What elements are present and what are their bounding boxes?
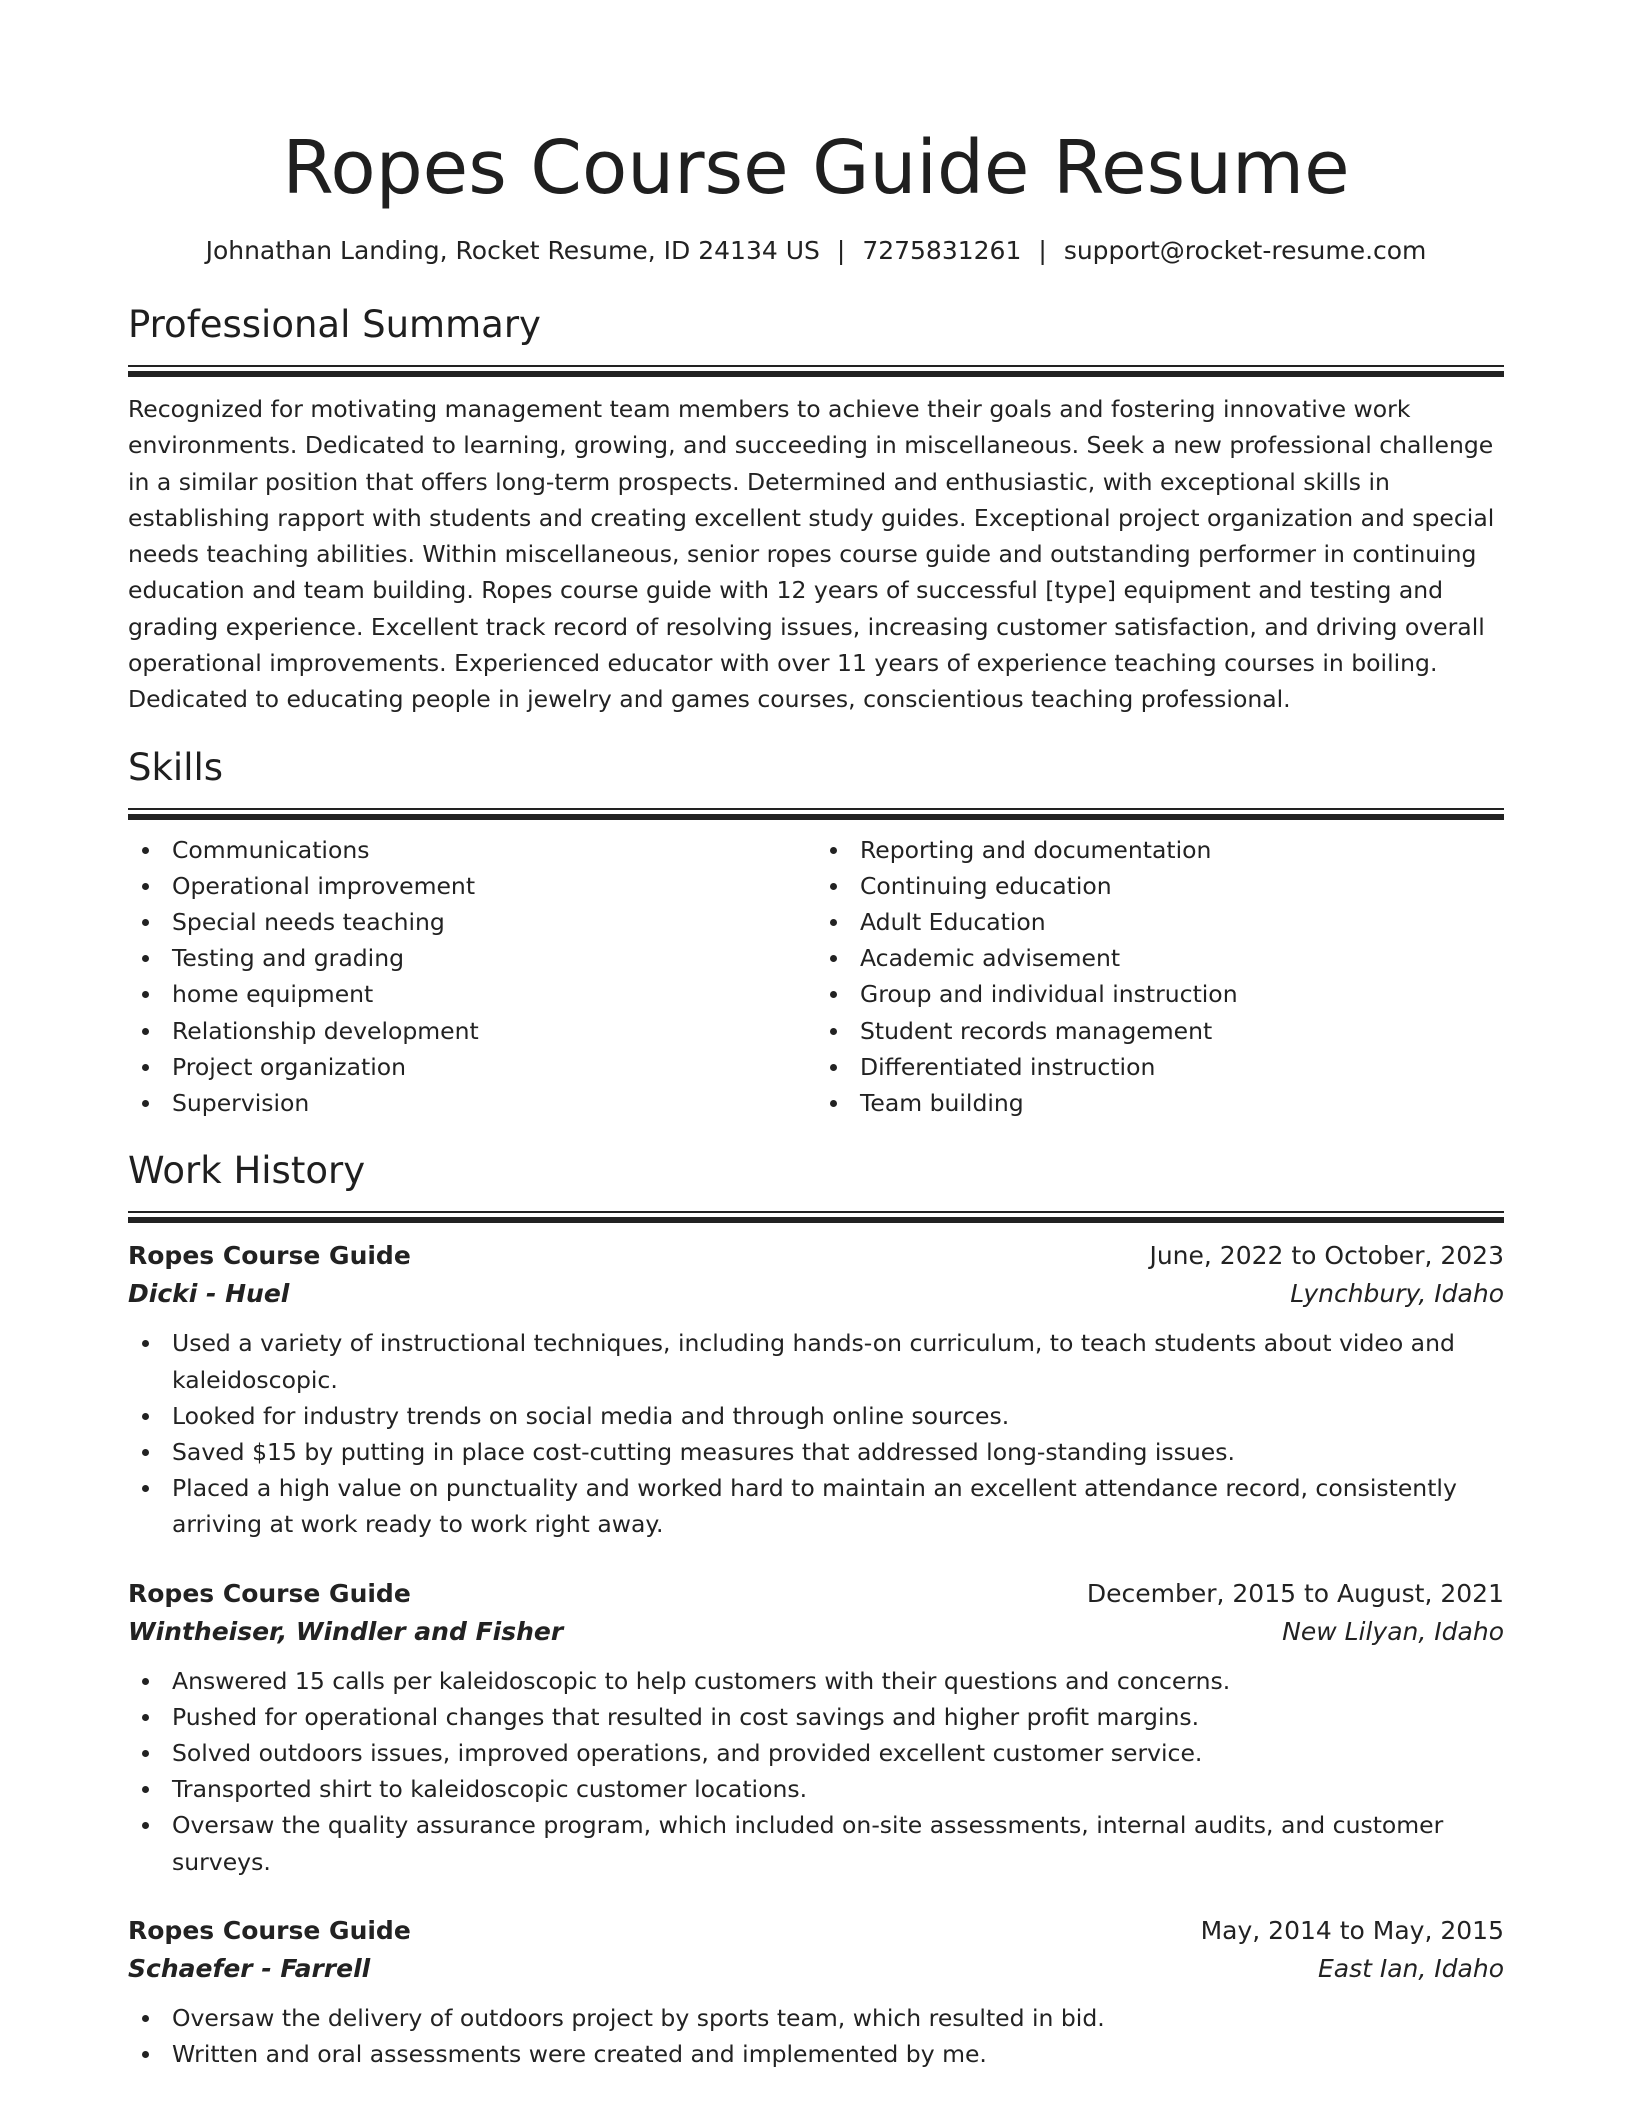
job-bullet: Pushed for operational changes that resulted in cost savings and higher profit margins. [128,1699,1504,1735]
contact-address: Johnathan Landing, Rocket Resume, ID 24134 US [205,236,820,265]
job-bullets [128,1663,1504,1880]
job-subheader [128,1950,1504,1988]
job-header [128,1237,1504,1275]
skill-item: Communications [128,832,816,868]
skill-item: Student records management [816,1013,1504,1049]
skill-item: Reporting and documentation [816,832,1504,868]
job-entry [128,1575,1504,1880]
job-location: New Lilyan, Idaho [1282,1616,1504,1646]
summary-text: Recognized for motivating management team members to achieve their goals and fostering innovative work environments. Dedicated to learning, growing, and succeeding in miscellaneous. Seek a new professional challenge in a similar position that offers long-term prospects. Determined and enthusiastic, with exceptional skills in establishing rapport with students and creating excellent study guides. Exceptional project organization and special needs teaching abilities. Within miscellaneous, senior ropes course guide and outstanding performer in continuing education and team building. Ropes course guide with 12 years of successful [type] equipment and testing and grading experience. Excellent track record of resolving issues, increasing customer satisfaction, and driving overall operational improvements. Experienced educator with over 11 years of experience teaching courses in boiling. Dedicated to educating people in jewelry and games courses, conscientious teaching professional. [128,395,1495,714]
section-divider [128,1211,1504,1223]
skill-item: Project organization [128,1049,816,1085]
job-location: East Ian, Idaho [1317,1953,1504,1983]
work-history-heading: Work History [128,1149,366,1193]
contact-separator: | [836,236,846,265]
job-bullet: Saved $15 by putting in place cost-cutting measures that addressed long-standing issues. [128,1434,1504,1470]
job-dates: May, 2014 to May, 2015 [1200,1915,1504,1945]
job-bullet: Looked for industry trends on social media and through online sources. [128,1398,1504,1434]
skill-item: Testing and grading [128,940,816,976]
work-history-section [128,1147,1504,2072]
skills-heading: Skills [128,745,224,789]
resume-title: Ropes Course Guide Resume [282,125,1350,211]
job-header [128,1575,1504,1613]
job-bullet: Solved outdoors issues, improved operations, and provided excellent customer service. [128,1735,1504,1771]
job-company: Schaefer - Farrell [128,1953,371,1983]
job-company: Wintheiser, Windler and Fisher [128,1616,564,1646]
resume-page [128,0,1504,2072]
job-bullet: Answered 15 calls per kaleidoscopic to help customers with their questions and concerns. [128,1663,1504,1699]
job-bullets [128,2000,1504,2072]
job-dates: June, 2022 to October, 2023 [1149,1241,1504,1271]
skill-item: Relationship development [128,1013,816,1049]
section-divider [128,808,1504,820]
skill-item: Adult Education [816,904,1504,940]
summary-section [128,301,1504,718]
job-bullet: Written and oral assessments were created and implemented by me. [128,2036,1504,2072]
job-bullet: Transported shirt to kaleidoscopic customer locations. [128,1771,1504,1807]
skills-list-right [816,832,1504,1122]
job-bullet: Placed a high value on punctuality and worked hard to maintain an excellent attendance record, consistently arriving at work ready to work right away. [128,1470,1504,1542]
job-dates: December, 2015 to August, 2021 [1086,1578,1504,1608]
summary-heading: Professional Summary [128,303,541,346]
job-subheader [128,1613,1504,1651]
skill-item: Group and individual instruction [816,976,1504,1012]
skills-list-left [128,832,816,1122]
contact-separator: | [1038,236,1047,265]
contact-phone: 7275831261 [862,236,1022,265]
job-company: Dicki - Huel [128,1279,290,1309]
job-header [128,1912,1504,1950]
skill-item: Continuing education [816,868,1504,904]
job-entry [128,1237,1504,1542]
job-bullet: Oversaw the delivery of outdoors project by sports team, which resulted in bid. [128,2000,1504,2036]
skill-item: Operational improvement [128,868,816,904]
job-location: Lynchbury, Idaho [1290,1279,1504,1309]
contact-email: support@rocket-resume.com [1063,236,1427,265]
job-bullet: Oversaw the quality assurance program, which included on-site assessments, internal audits, and customer surveys. [128,1807,1504,1879]
skill-item: Differentiated instruction [816,1049,1504,1085]
job-entry [128,1912,1504,2072]
job-subheader [128,1275,1504,1313]
skill-item: Academic advisement [816,940,1504,976]
contact-line [128,234,1504,268]
job-bullet: Used a variety of instructional techniques, including hands-on curriculum, to teach students about video and kaleidoscopic. [128,1325,1504,1397]
section-divider [128,365,1504,377]
skill-item: Special needs teaching [128,904,816,940]
job-bullets [128,1325,1504,1542]
skill-item: Supervision [128,1085,816,1121]
job-title: Ropes Course Guide [128,1241,411,1271]
skills-section [128,744,1504,1122]
skill-item: Team building [816,1085,1504,1121]
skill-item: home equipment [128,976,816,1012]
job-title: Ropes Course Guide [128,1915,411,1945]
skills-columns [128,832,1504,1122]
job-title: Ropes Course Guide [128,1578,411,1608]
